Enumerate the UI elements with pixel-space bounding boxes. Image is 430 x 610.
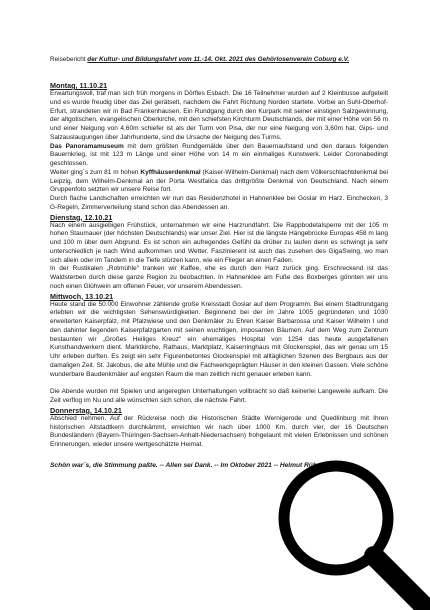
day-heading: Mittwoch, 13.10.21 bbox=[50, 291, 114, 301]
body-paragraph: Durch flache Landschaften erreichten wir nun das Residenzhotel in Hahnenklee bei Goslar im Harz. Einchecken, 3 G-Regeln, Zimmerverteilung stand schon das Abendessen an. bbox=[50, 195, 388, 211]
body-paragraph: In der Rustikalen „Rotmühle" tranken wir Kaffee, ehe es durch den Harz zurück ging. Erschreckend ist das Waldsterben durch diese ganze Region zu beobachten. In Hahnenklee am Fuße des Boxberges gönnten wir uns noch einen Glühwein am offenen Feuer, vor unserem Abendessen. bbox=[50, 265, 388, 290]
day-heading: Donnerstag, 14.10.21 bbox=[50, 405, 122, 415]
bold-term: Kyffhäuserdenkmal bbox=[140, 168, 201, 176]
paragraph-spacer bbox=[50, 379, 388, 388]
report-body bbox=[50, 81, 388, 450]
title-prefix: Reisebericht bbox=[50, 56, 88, 63]
magnifier-icon bbox=[270, 452, 430, 610]
body-paragraph: Nach einem ausgiebigen Frühstück, unternahmen wir eine Harzrundfahrt. Die Rappbodetalsperre mit der 105 m hohen Staumauer (der höchsten Deutschlands) war unser Ziel. Hier ist die längste Hängebrücke Europas 458 m lang und 100 m über dem Abgrund. Es ist schon ein aufregendes Gefühl da drüber zu laufen denn es schwingt ja sehr unterschiedlich je nach Wind aufkommen und Wetter. Faszinierent ist auch das zusehen des GigaSwing, wo man sich allein oder im Tandem in die Tiefe stürzen kann, wie ein Flieger an einen Faden. bbox=[50, 221, 388, 264]
report-title bbox=[50, 56, 388, 64]
signature-line: Schön war`s, die Stimmung paßte. -- Allen sei Dank. -- Im Oktober 2021 -- Helmut Rühr bbox=[50, 461, 320, 469]
body-paragraph: Heute stand die 50.000 Einwohner zählende große Kreisstadt Goslar auf dem Programm. Bei einem Stadtrundgang erlebten wir die wichtigsten Sehenswürdigkeiten. Beginnend bei der im Jahre 1005 gegründeten und 1030 erweiterten Kaiserpfalz, mit Pfalzwiese und den Denkmäler zu Ehren Kaiser Barbarossa und Kaiser Wilhelm I und den dahinter liegenden Kaiserpfalzgarten mit seinen wuchtigen, imposanten Bäumen. Auf dem Weg zum Zentrum bestaunten wir „Großes Heiliges Kreuz" ein ehemaliges Hospital von 1254 das heute ausgefallenen Kunsthandwerkern dient. Marktkirche, Rathaus, Marktplatz, Kaiserringhaus mit Glockenspiel, das wir genau um 15 Uhr erleben durften. Es zeigt ein sehr Figurenbetontes Glockenspiel mit alltäglichen Szenen des Bergbaus aus der damaligen Zeit. St. Jakobus, die alte Mühle und die Fachwerkgeprägten Häuser in den kleinen Gassen. Viele schöne wunderbare Baudenkmäler auf engsten Raum die man zeitlich nicht genauer erleben kann. bbox=[50, 300, 388, 378]
body-paragraph: Abschied nehmen. Auf der Rückreise noch die Historischen Städte Wernigerode und Quedlinburg mit Ihren historischen Altstadtkern durchkämmt, erreichten wir nach über 1000 Km, durch vier, der 16 Deutschen Bundesländern (Bayern-Thüringen-Sachsen-Anhalt-Niedersachsen) frohgelaunt mit vielen Erlebnissen und schönen Erinnerungen, wieder unsere wertgeschätzte Heimat. bbox=[50, 414, 388, 448]
body-paragraph: Das Panoramamuseum mit dem größten Rundgemälde über den Bauernaufstand und den daraus folgenden Bauernkrieg, ist mit 123 m Länge und einer Höhe von 14 m ein einmaliges Kunstwerk. Leider Coronabedingt geschlossen. bbox=[50, 142, 389, 167]
title-underlined: der Kultur- und Bildungsfahrt vom 11.-14. Okt. 2021 des Gehörlosenverein Coburg e.V. bbox=[87, 56, 350, 63]
day-heading: Dienstag, 12.10.21 bbox=[50, 212, 113, 222]
document-page bbox=[50, 56, 388, 470]
body-paragraph: Die Abende wurden mit Spielen und angeregten Unterhaltungen vollbracht so daß keinerlei Langeweile aufkam. Die Zeit verflog im Nu und alle wünschten sich schon, die nächste Fahrt. bbox=[50, 388, 388, 404]
day-heading: Montag, 11.10.21 bbox=[50, 81, 108, 90]
bold-term: Das Panoramamuseum bbox=[50, 142, 124, 150]
body-paragraph: Erwartungsvoll, traf man sich früh morgens in Dörfles Esbach. Die 16 Teilnehmer wurden auf 2 Kleinbusse aufgeteilt und es wurde freudig über das Ziel gerätselt, nachdem die Fahrt Richtung Norden startete. Vorbei an Suhl-Oberhof-Erfurt, strandeten wir in Bad Frankenhausen. Ein Rundgang durch den Kurpark mit seiner einstigen Salzgewinnung, der altgotischen, evangelischen Oberkirche, mit den schiefsten Kirchturm Deutschlands, der mit einer Höhe von 56 m und einer Neigung von 4,60m schiefer ist als der Turm von Pisa, der nur eine Neigung von 3,60m hat. Gips- und Salzauslaugungen über Jahrhunderte, sind die Ursache der Neigung des Turms. bbox=[50, 90, 388, 141]
body-paragraph: Weiter ging`s zum 81 m hohen Kyffhäuserdenkmal (Kaiser-Wilhelm-Denkmal) nach dem Völkerschlachtdenkmal bei Leipzig, dem Wilhelm-Denkmal an der Porta Westfalica das drittgrößte Denkmal von Deutschland. Nach einem Gruppenfoto setzten wir unsere Reise fort. bbox=[50, 168, 388, 194]
